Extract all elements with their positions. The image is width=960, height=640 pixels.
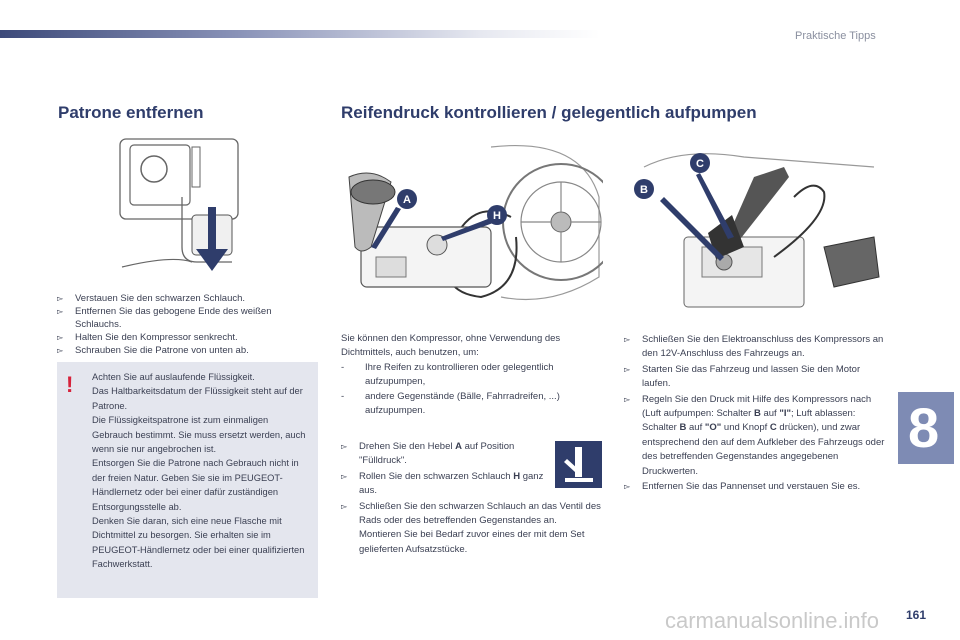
list-item [57, 331, 307, 344]
step-keyword: C [769, 422, 777, 434]
svg-text:B: B [640, 184, 648, 196]
step-text: Schließen Sie den Elektroanschluss des Kompressors an den 12V-Anschluss des Fahrzeugs an. [642, 334, 884, 360]
svg-text:A: A [403, 194, 411, 206]
bullet-icon: ▻ [624, 335, 631, 344]
list-item [341, 470, 546, 499]
list-item [57, 344, 307, 357]
list-item [624, 480, 886, 494]
step-text: Regeln Sie den Druck mit Hilfe des Kompressors nach (Luft aufpumpen: Schalter [642, 393, 872, 420]
svg-text:C: C [696, 158, 704, 170]
warning-box [57, 362, 318, 598]
intro-text [341, 332, 603, 418]
step-text: Drehen Sie den Hebel [359, 441, 456, 452]
bullet-icon: ▻ [341, 442, 348, 451]
bullet-icon: ▻ [624, 394, 631, 404]
step-text: und Knopf [721, 422, 770, 434]
step-text: Halten Sie den Kompressor senkrecht. [75, 332, 238, 343]
step-text: ; Luft ablassen: Schalter [642, 408, 856, 434]
step-text: Schließen Sie den schwarzen Schlauch an das Ventil des Rads oder des betreffenden Gegenstandes an. Montieren Sie bei Bedarf zuvor eines der mit dem Set gelieferten Aufsatzstücke. [359, 500, 601, 555]
step-text: Schrauben Sie die Patrone von unten ab. [75, 345, 249, 356]
svg-text:H: H [493, 210, 501, 222]
list-item [341, 440, 546, 469]
step-keyword: H [513, 470, 521, 482]
bullet-icon: ▻ [57, 346, 64, 355]
step-text: drücken), und zwar entsprechend den auf dem Aufkleber des Fahrzeugs oder des betreffenden Gegenstandes angegebenen Druckwerten. [642, 422, 885, 477]
step-keyword: "I" [779, 408, 791, 420]
compressor-wheel-illustration [341, 137, 603, 319]
step-text: Verstauen Sie den schwarzen Schlauch. [75, 293, 246, 304]
bullet-icon: ▻ [57, 294, 64, 303]
step-keyword: A [455, 441, 462, 452]
section-title: Praktische Tipps [795, 30, 876, 42]
inflate-steps-left [341, 440, 601, 558]
step-text: Rollen Sie den schwarzen Schlauch [359, 470, 514, 482]
step-text: Starten Sie das Fahrzeug und lassen Sie den Motor laufen. [642, 363, 861, 390]
list-item [57, 305, 307, 331]
warning-text: Achten Sie auf auslaufende Flüssigkeit. Das Haltbarkeitsdatum der Flüssigkeit steht auf der Patrone. Die Flüssigkeitspatrone ist zum einmaligen Gebrauch bestimmt. Sie muss ersetzt werden, auch wenn sie nur angebrochen ist. Entsorgen Sie die Patrone nach Gebrauch nicht in der freien Natur. Geben Sie sie im PEUGEOT-Händlernetz oder bei einer dafür zuständigen Entsorgungsstelle ab. Denken Sie daran, sich eine neue Flasche mit Dichtmittel zu besorgen. Sie erhalten sie im PEUGEOT-Händlernetz oder bei einer qualifizierten Fachwerkstatt. [92, 372, 306, 570]
label-a-badge [397, 189, 417, 209]
heading-reifendruck: Reifendruck kontrollieren / gelegentlich aufpumpen [341, 103, 757, 122]
watermark: carmanualsonline.info [665, 608, 880, 633]
bullet-icon: ▻ [341, 501, 348, 511]
use-text: Ihre Reifen zu kontrollieren oder gelegentlich aufzupumpen, [365, 361, 554, 388]
cartridge-illustration [112, 137, 242, 279]
header-bar [0, 30, 600, 38]
step-text: auf [686, 422, 705, 434]
inflate-steps-right [624, 333, 886, 495]
warning-icon: ! [66, 372, 74, 397]
step-text: ganz aus. [359, 470, 544, 497]
chapter-tab [898, 392, 954, 464]
lever-position-icon [555, 441, 602, 488]
step-text: Entfernen Sie das Pannenset und verstauen Sie es. [642, 481, 861, 493]
step-text: auf [760, 408, 780, 420]
list-item [624, 333, 886, 362]
bullet-icon: ▻ [624, 364, 631, 374]
step-keyword: "O" [704, 422, 722, 434]
label-h-badge [487, 205, 507, 225]
step-keyword: B [753, 408, 761, 420]
chapter-number: 8 [908, 396, 940, 459]
power-socket-illustration [624, 137, 884, 319]
step-keyword: B [679, 422, 687, 434]
bullet-icon: ▻ [57, 307, 64, 316]
intro-sentence: Sie können den Kompressor, ohne Verwendung des Dichtmittels, auch benutzen, um: [341, 333, 561, 359]
list-item [341, 500, 621, 558]
label-c-badge [690, 153, 710, 173]
label-b-badge [634, 179, 654, 199]
list-item: - Ihre Reifen zu kontrollieren oder gelegentlich aufzupumpen, [341, 361, 554, 388]
step-text: Entfernen Sie das gebogene Ende des weißen Schlauchs. [75, 306, 272, 330]
list-item: - andere Gegenstände (Bälle, Fahrradreifen, ...) aufzupumpen. [341, 390, 560, 417]
use-text: andere Gegenstände (Bälle, Fahrradreifen, ...) aufzupumpen. [365, 390, 560, 417]
heading-patrone-entfernen: Patrone entfernen [58, 103, 204, 122]
bullet-icon: ▻ [624, 482, 631, 492]
list-item [624, 363, 886, 392]
bullet-icon: ▻ [341, 471, 348, 481]
step-text: auf Position "Fülldruck". [359, 441, 515, 467]
list-item [624, 393, 886, 479]
page-number: 161 [906, 608, 927, 622]
cartridge-steps [57, 292, 307, 357]
bullet-icon: ▻ [57, 333, 64, 342]
list-item [57, 292, 307, 305]
